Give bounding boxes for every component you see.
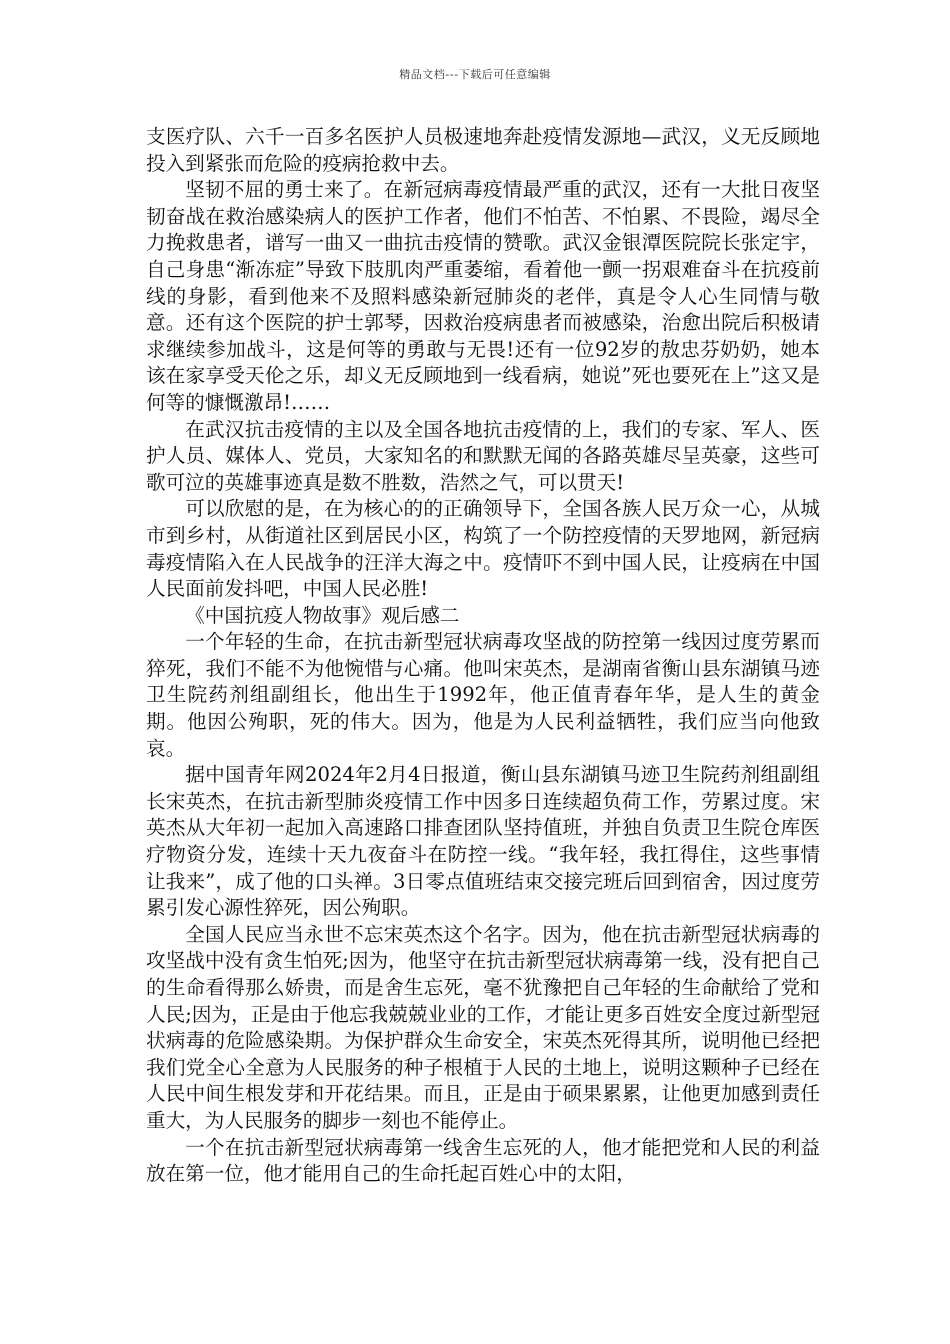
paragraph: 在武汉抗击疫情的主以及全国各地抗击疫情的上，我们的专家、军人、医护人员、媒体人、党员，大家知名的和默默无闻的各路英雄尽呈英豪，这些可歌可泣的英雄事迹真是数不胜数，浩然之气，可以贯天! xyxy=(146,417,820,494)
section-heading: 《中国抗疫人物故事》观后感二 xyxy=(185,603,460,627)
paragraph: 全国人民应当永世不忘宋英杰这个名字。因为，他在抗击新型冠状病毒的攻坚战中没有贪生怕死;因为，他坚守在抗击新型冠状病毒第一线，没有把自己的生命看得那么娇贵，而是舍生忘死，毫不犹豫把自己年轻的生命献给了党和人民;因为，正是由于他忘我兢兢业业的工作，才能让更多百姓安全度过新型冠状病毒的危险感染期。为保护群众生命安全，宋英杰死得其所，说明他已经把我们党全心全意为人民服务的种子根植于人民的土地上，说明这颗种子已经在人民中间生根发芽和开花结果。而且，正是由于硕果累累，让他更加感到责任重大，为人民服务的脚步一刻也不能停止。 xyxy=(146,922,820,1132)
page-header: 精品文档---下载后可任意编辑 xyxy=(399,68,551,81)
paragraph: 一个在抗击新型冠状病毒第一线舍生忘死的人，他才能把党和人民的利益放在第一位，他才能用自己的生命托起百姓心中的太阳， xyxy=(146,1135,820,1186)
paragraph: 可以欣慰的是，在为核心的的正确领导下，全国各族人民万众一心，从城市到乡村，从街道社区到居民小区，构筑了一个防控疫情的天罗地网，新冠病毒疫情陷入在人民战争的汪洋大海之中。疫情吓不到中国人民，让疫病在中国人民面前发抖吧，中国人民必胜! xyxy=(146,497,820,601)
paragraph: 支医疗队、六千一百多名医护人员极速地奔赴疫情发源地—武汉，义无反顾地投入到紧张而危险的疫病抢救中去。 xyxy=(146,125,820,175)
paragraph: 坚韧不屈的勇士来了。在新冠病毒疫情最严重的武汉，还有一大批日夜坚韧奋战在救治感染病人的医护工作者，他们不怕苦、不怕累、不畏险，竭尽全力挽救患者，谱写一曲又一曲抗击疫情的赞歌。武汉金银潭医院院长张定宇，自己身患“渐冻症”导致下肢肌肉严重萎缩，看着他一颤一拐艰难奋斗在抗疫前线的身影，看到他来不及照料感染新冠肺炎的老伴，真是令人心生同情与敬意。还有这个医院的护士郭琴，因救治疫病患者而被感染，治愈出院后积极请求继续参加战斗，这是何等的勇敢与无畏!还有一位92岁的敖忠芬奶奶，她本该在家享受天伦之乐，却义无反顾地到一线看病，她说”死也要死在上”这又是何等的慷慨激昂!…… xyxy=(146,178,820,414)
paragraph: 一个年轻的生命，在抗击新型冠状病毒攻坚战的防控第一线因过度劳累而猝死，我们不能不为他惋惜与心痛。他叫宋英杰，是湖南省衡山县东湖镇马迹卫生院药剂组副组长，他出生于1992年，他正值青春年华，是人生的黄金期。他因公殉职，死的伟大。因为，他是为人民利益牺牲，我们应当向他致哀。 xyxy=(146,630,820,760)
paragraph: 据中国青年网2024年2月4日报道，衡山县东湖镇马迹卫生院药剂组副组长宋英杰，在抗击新型肺炎疫情工作中因多日连续超负荷工作，劳累过度。宋英杰从大年初一起加入高速路口排查团队坚持值班，并独自负责卫生院仓库医疗物资分发，连续十天九夜奋斗在防控一线。“我年轻，我扛得住，这些事情让我来”，成了他的口头禅。3日零点值班结束交接完班后回到宿舍，因过度劳累引发心源性猝死，因公殉职。 xyxy=(146,763,820,920)
document-body xyxy=(146,124,820,1188)
